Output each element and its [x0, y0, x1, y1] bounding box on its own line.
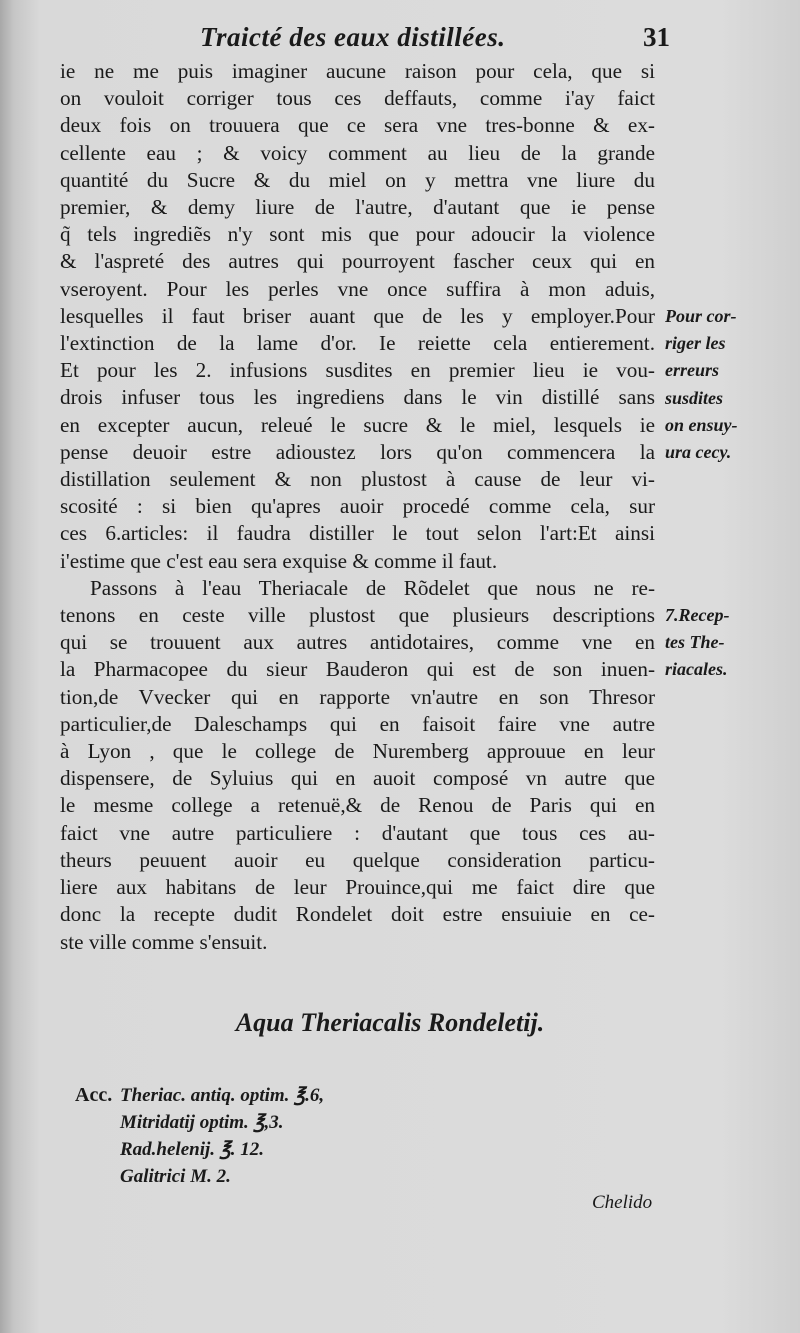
- text-line: Et pour les 2. infusions susdites en premier lieu ie vou-: [60, 358, 655, 383]
- text-line: cellente eau ; & voicy comment au lieu de la grande: [60, 140, 655, 165]
- recipe-title: Aqua Theriacalis Rondeletij.: [235, 1008, 545, 1037]
- text-line: faict vne autre particuliere : d'autant que tous ces au-: [60, 820, 655, 845]
- text-line: liere aux habitans de leur Prouince,qui me faict dire que: [60, 875, 655, 900]
- ingredient-item: Galitrici M. 2.: [120, 1166, 231, 1187]
- margin-note-line: riger les: [665, 333, 726, 354]
- margin-note-line: Pour cor-: [665, 306, 737, 326]
- ingredient-item: Rad.helenij. ℥. 12.: [120, 1139, 264, 1160]
- text-line: ie ne me puis imaginer aucune raison pour cela, que si: [60, 59, 655, 83]
- text-line: tenons en ceste ville plustost que plusieurs descriptions: [60, 603, 655, 628]
- text-line: drois infuser tous les ingrediens dans le vin distillé sans: [60, 385, 655, 410]
- margin-note-line: 7.Recep-: [665, 605, 730, 625]
- text-line: ste ville comme s'ensuit.: [60, 929, 268, 954]
- recipe-label: Acc.: [75, 1084, 113, 1106]
- text-line: ces 6.articles: il faudra distiller le tout selon l'art:Et ainsi: [60, 521, 655, 546]
- text-line: & l'aspreté des autres qui pourroyent fascher ceux qui en: [60, 249, 655, 274]
- text-line: quantité du Sucre & du miel on y mettra vne liure du: [60, 167, 655, 192]
- text-line: on vouloit corriger tous ces deffauts, comme i'ay faict: [60, 86, 655, 111]
- text-line: à Lyon , que le college de Nuremberg approuue en leur: [60, 739, 655, 764]
- text-line: la Pharmacopee du sieur Bauderon qui est de son inuen-: [60, 657, 655, 682]
- paragraph-1: [60, 58, 655, 575]
- text-line: le mesme college a retenuë,& de Renou de Paris qui en: [60, 793, 655, 818]
- text-line: tion,de Vvecker qui en rapporte vn'autre en son Thresor: [60, 684, 655, 709]
- text-line: particulier,de Daleschamps qui en faisoit faire vne autre: [60, 711, 655, 736]
- margin-note-line: on ensuy-: [665, 414, 738, 435]
- margin-note-recipes: [665, 602, 800, 684]
- text-line: theurs peuuent auoir eu quelque consideration particu-: [60, 847, 655, 872]
- text-line: Passons à l'eau Theriacale de Rõdelet que nous ne re-: [90, 575, 655, 600]
- paragraph-2: [60, 575, 655, 956]
- margin-note-line: susdites: [665, 387, 724, 408]
- catchword: Chelido: [592, 1192, 653, 1213]
- text-line: en excepter aucun, releué le sucre & le miel, lesquels ie: [60, 412, 655, 437]
- text-line: scosité : si bien qu'apres auoir procedé comme cela, sur: [60, 494, 655, 519]
- page-header: [200, 22, 670, 62]
- margin-note-line: ura cecy.: [665, 442, 732, 463]
- text-line: vseroyent. Pour les perles vne once suffira à mon aduis,: [60, 276, 655, 301]
- text-line: lesquelles il faut briser auant que de les y employer.Pour: [60, 303, 655, 328]
- ingredient-item: Theriac. antiq. optim. ℥.6,: [120, 1085, 325, 1106]
- text-line: donc la recepte dudit Rondelet doit estre ensuiuie en ce-: [60, 902, 655, 927]
- text-line: pense deuoir estre adioustez lors qu'on commencera la: [60, 439, 655, 464]
- text-line: distillation seulement & non plustost à cause de leur vi-: [60, 467, 655, 492]
- text-line: premier, & demy liure de l'autre, d'autant que ie pense: [60, 195, 655, 220]
- ingredient-item: Mitridatij optim. ℥,3.: [120, 1112, 284, 1133]
- main-text: [60, 58, 655, 956]
- margin-note-corrections: [665, 303, 800, 466]
- margin-note-line: tes The-: [665, 632, 725, 653]
- page-number: 31: [643, 22, 670, 52]
- text-line: dispensere, de Syluius qui en auoit composé vn autre que: [60, 766, 655, 791]
- margin-note-line: riacales.: [665, 659, 728, 680]
- text-line: i'estime que c'est eau sera exquise & comme il faut.: [60, 548, 498, 573]
- margin-note-line: erreurs: [665, 360, 720, 381]
- ingredient-list: [120, 1082, 480, 1190]
- text-line: qui se trouuent aux autres antidotaires, comme vne en: [60, 630, 655, 655]
- text-line: deux fois on trouuera que ce sera vne tres-bonne & ex-: [60, 113, 655, 138]
- text-line: l'extinction de la lame d'or. Ie reiette cela entierement.: [60, 331, 655, 356]
- running-title: Traicté des eaux distillées.: [200, 22, 506, 52]
- text-line: q̃ tels ingrediẽs n'y sont mis que pour adoucir la violence: [60, 222, 655, 247]
